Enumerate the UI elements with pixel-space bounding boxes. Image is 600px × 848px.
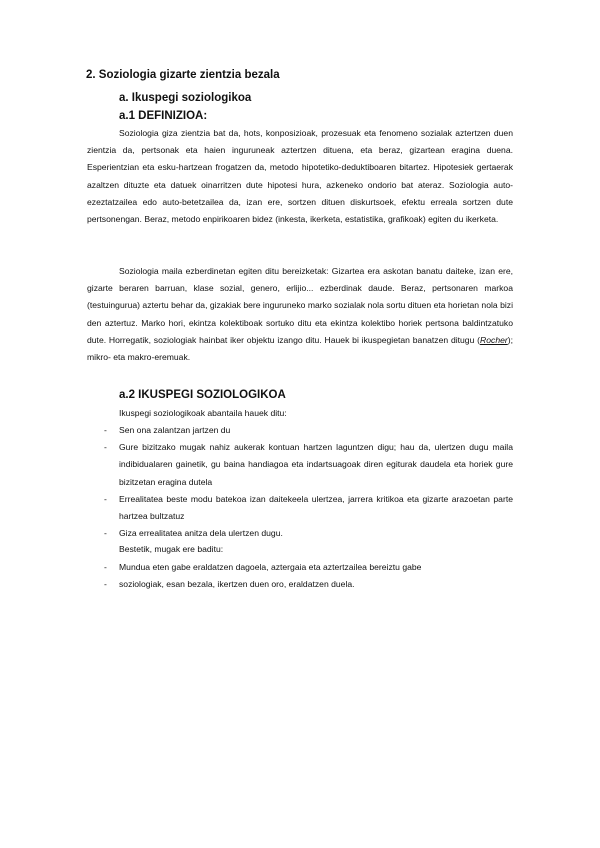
section-heading: 2. Soziologia gizarte zientzia bezala (86, 69, 280, 81)
bullet-dash: - (104, 493, 107, 504)
definition-paragraph: Soziologia giza zientzia bat da, hots, konposizioak, prozesuak eta fenomeno sozialak aztertzen duen zientzia da, pertsonak eta haien inguruneak aztertzen dituena, eta beraz, gizartean eragina duena. Esperientzian eta esku-hartzean frogatzen da, metodo hipotetiko-deduktiboaren bitartez. Hipotesiek gertaerak azaltzen dituzte eta datuek oinarritzen dute hipotesi hura, azkeneko ondorio bat ateraz. Soziologia auto-ezeztatzailea edo auto-betetzailea da, izan ere, sortzen dituen diskurtsoek, efektu erreala sortzen dute pertsonengan. Beraz, metodo enpirikoaren bidez (inkesta, ikerketa, estatistika, grafikoak) egiten du ikerketa. (87, 128, 513, 225)
bullet-dash: - (104, 442, 107, 453)
perspective-heading: a.2 IKUSPEGI SOZIOLOGIKOA (119, 389, 286, 401)
list-item (87, 525, 513, 542)
limits-list (87, 559, 513, 593)
rocher-link[interactable]: Rocher (480, 334, 508, 345)
list-item-text: Gure bizitzako mugak nahiz aukerak kontuan hartzen laguntzen digu; hau da, ulertzen dugu maila indibidualaren gainetik, gu baina handiagoa eta indartsuagoak diren egiturak daudela eta horiek gure bizitzetan eragina dutela (119, 442, 513, 487)
advantages-intro: Ikuspegi soziologikoak abantaila hauek ditu: (119, 408, 287, 418)
list-item-text: Mundua eten gabe eraldatzen dagoela, aztergaia eta aztertzailea bereiztu gabe (119, 562, 422, 572)
list-item (87, 559, 513, 576)
list-item-text: Errealitatea beste modu batekoa izan daitekeela ulertzea, jarrera kritikoa eta gizarte arazoetan parte hartzea bultzatuz (119, 493, 513, 522)
list-item-text: Sen ona zalantzan jartzen du (119, 425, 231, 435)
list-item-text: Giza errealitatea anitza dela ulertzen dugu. (119, 528, 283, 539)
levels-text-end: ); mikro- eta makro-eremuak. (87, 334, 513, 363)
bullet-dash: - (104, 425, 107, 435)
list-item (87, 576, 513, 593)
list-item (87, 422, 513, 439)
levels-paragraph (87, 263, 513, 366)
limits-intro: Bestetik, mugak ere baditu: (119, 544, 224, 554)
bullet-dash: - (104, 579, 107, 590)
list-item (87, 439, 513, 491)
definition-heading: a.1 DEFINIZIOA: (119, 110, 208, 122)
bullet-dash: - (104, 562, 107, 572)
subsection-heading: a. Ikuspegi soziologikoa (119, 92, 252, 104)
bullet-dash: - (104, 528, 107, 539)
levels-text: Soziologia maila ezberdinetan egiten ditu bereizketak: Gizartea era askotan banatu daiteke, izan ere, gizarte beraren barruan, klase sozial, genero, erlijio... ezberdinak daude. Beraz, pertsonaren markoa (testuingurua) aztertu behar da, gizakiak bere inguruneko marko sozialak nola sortu dituen eta horietan nola bizi den aztertuz. Marko hori, ekintza kolektiboak sortuko ditu eta ekintza kolektibo horiek pertsona baldintzatuko dute. Horregatik, soziologiak hainbat iker objektu izango ditu. Hauek bi ikuspegietan banatzen ditugu ( (87, 266, 513, 345)
list-item (87, 491, 513, 525)
list-item-text: soziologiak, esan bezala, ikertzen duen oro, eraldatzen duela. (119, 579, 355, 590)
advantages-list (87, 422, 513, 542)
